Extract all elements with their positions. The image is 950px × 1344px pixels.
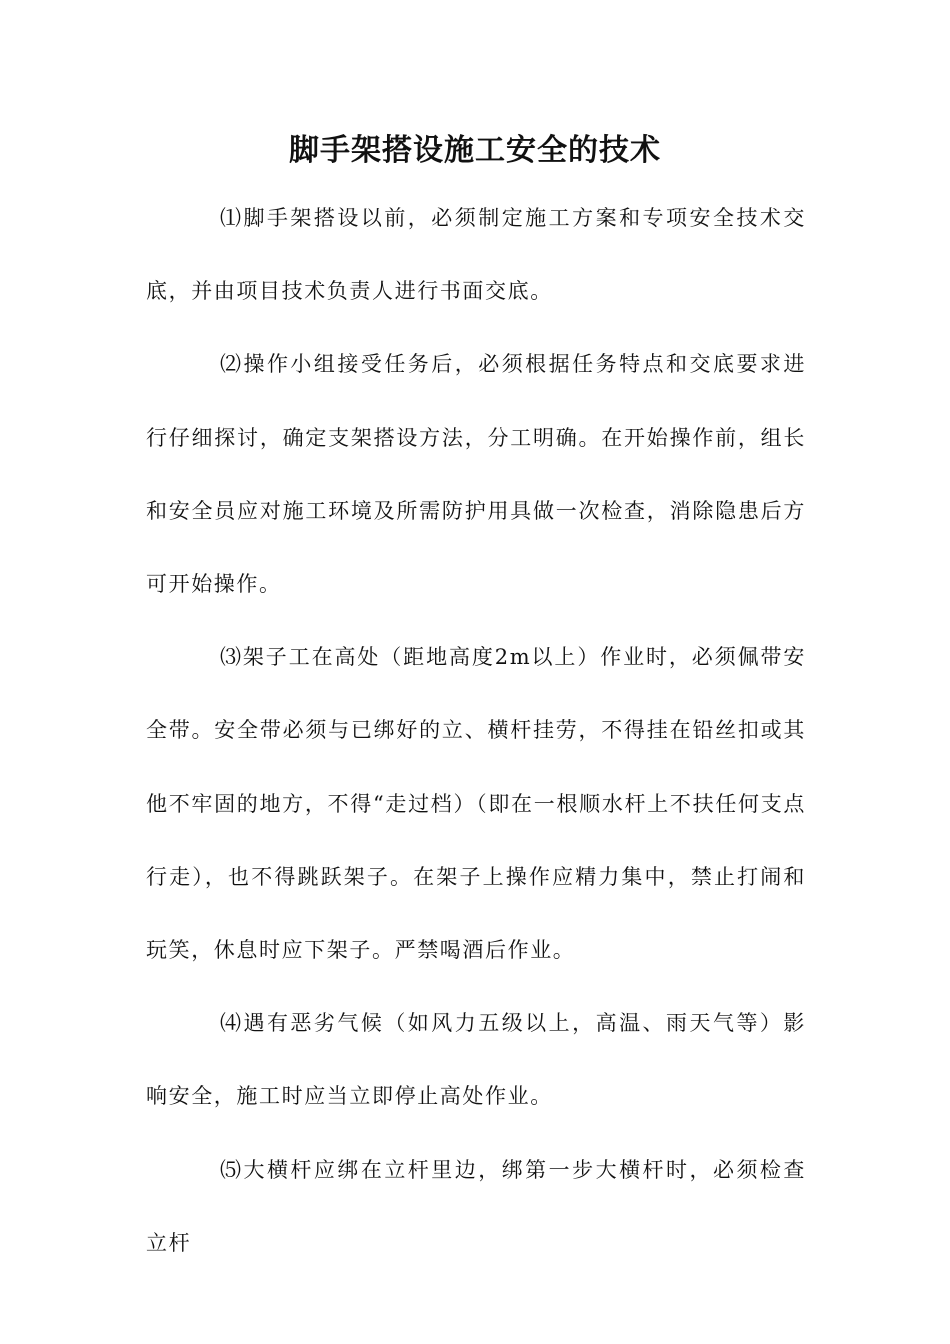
paragraph-1: ⑴脚手架搭设以前，必须制定施工方案和专项安全技术交底，并由项目技术负责人进行书面交底。 bbox=[146, 206, 806, 304]
paragraph-3: ⑶架子工在高处（距地高度2m以上）作业时，必须佩带安全带。安全带必须与已绑好的立、横杆挂劳，不得挂在铅丝扣或其他不牢固的地方，不得“走过档）（即在一根顺水杆上不扶任何支点行走），也不得跳跃架子。在架子上操作应精力集中，禁止打闹和玩笑，休息时应下架子。严禁喝酒后作业。 bbox=[146, 645, 806, 963]
paragraph-2: ⑵操作小组接受任务后，必须根据任务特点和交底要求进行仔细探讨，确定支架搭设方法，分工明确。在开始操作前，组长和安全员应对施工环境及所需防护用具做一次检查，消除隐患后方可开始操作。 bbox=[146, 352, 806, 597]
paragraph-4: ⑷遇有恶劣气候（如风力五级以上，高温、雨天气等）影响安全，施工时应当立即停止高处作业。 bbox=[146, 1011, 806, 1109]
paragraph-5: ⑸大横杆应绑在立杆里边，绑第一步大横杆时，必须检查立杆 bbox=[146, 1157, 806, 1255]
document-title: 脚手架搭设施工安全的技术 bbox=[289, 133, 661, 168]
document-body bbox=[146, 182, 806, 1280]
